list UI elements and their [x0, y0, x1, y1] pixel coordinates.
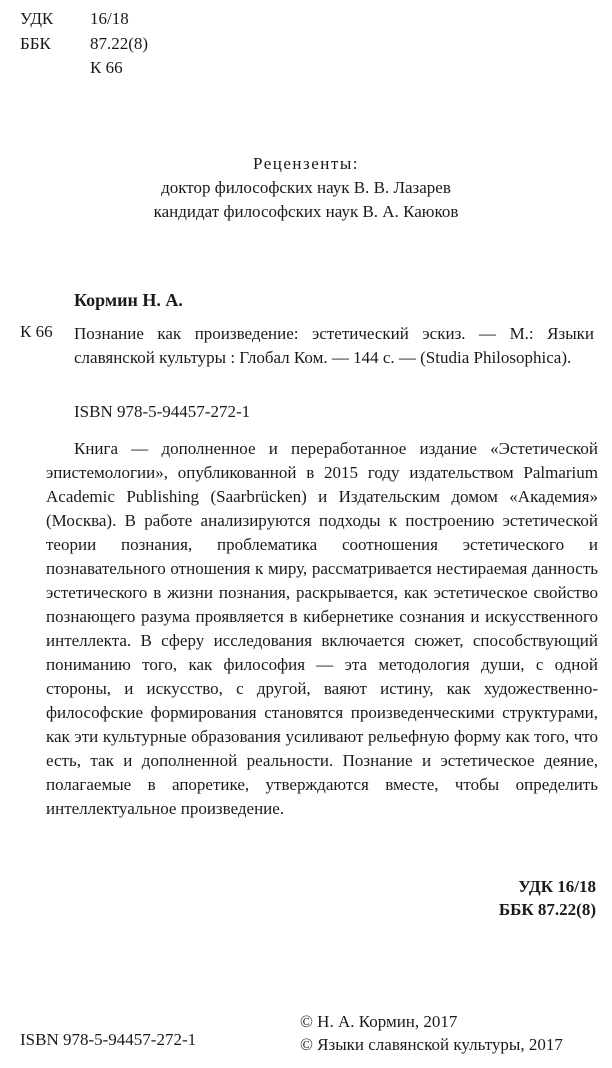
bbk-bottom: ББК 87.22(8)	[498, 900, 596, 919]
reviewer-1: доктор философских наук В. В. Лазарев	[161, 178, 451, 197]
reviewers-block	[0, 152, 612, 224]
udk-bottom: УДК 16/18	[518, 877, 596, 896]
reviewers-heading: Рецензенты:	[253, 154, 359, 173]
classification-bottom	[499, 875, 596, 921]
udk-label: УДК	[20, 9, 54, 28]
footer-isbn: ISBN 978-5-94457-272-1	[20, 1030, 197, 1049]
book-abstract: Книга — дополненное и переработанное издание «Эстетической эпистемологии», опубликованной в 2015 году издательством Palmarium Academic Publishing (Saarbrücken) и Издательским домом «Академия» (Москва). В работе анализируются подходы к построению эстетической теории познания, проблематика соотношения эстетического и познавательного отношения к миру, рассматривается нестираемая данность эстетического в жизни познания, раскрывается, как эстетическое свойство познающего разума проявляется в кибернетике сознания и искусственного интеллекта. В сферу исследования включается сюжет, способствующий пониманию того, как философия — эта методология души, с одной стороны, и искусство, с другой, ваяют истину, как художественно-философские формирования становятся произведенческими структурами, как эти культурные образования усиливают рельефную форму как того, что есть, так и дополненной реальности. Познание и эстетическое деяние, полагаемые в апоретике, утверждаются вместе, чтобы определить интеллектуальное произведение.	[46, 439, 598, 818]
record-isbn: ISBN 978-5-94457-272-1	[74, 402, 251, 421]
record-sign: К 66	[20, 322, 53, 341]
bbk-value: 87.22(8)	[90, 34, 149, 53]
udk-value: 16/18	[90, 9, 129, 28]
reviewer-2: кандидат философских наук В. А. Каюков	[153, 202, 459, 221]
author-sign: К 66	[90, 58, 123, 77]
book-title-line: Познание как произведение: эстетический эскиз. — М.: Языки славянской культуры : Глобал Ком. — 144 с. — (Studia Philosophica).	[74, 324, 594, 367]
book-author: Кормин Н. А.	[74, 290, 183, 310]
copyright-block	[300, 1010, 563, 1056]
copyright-publisher: © Языки славянской культуры, 2017	[300, 1035, 563, 1054]
bbk-label: ББК	[20, 34, 51, 53]
copyright-author: © Н. А. Кормин, 2017	[300, 1012, 458, 1031]
